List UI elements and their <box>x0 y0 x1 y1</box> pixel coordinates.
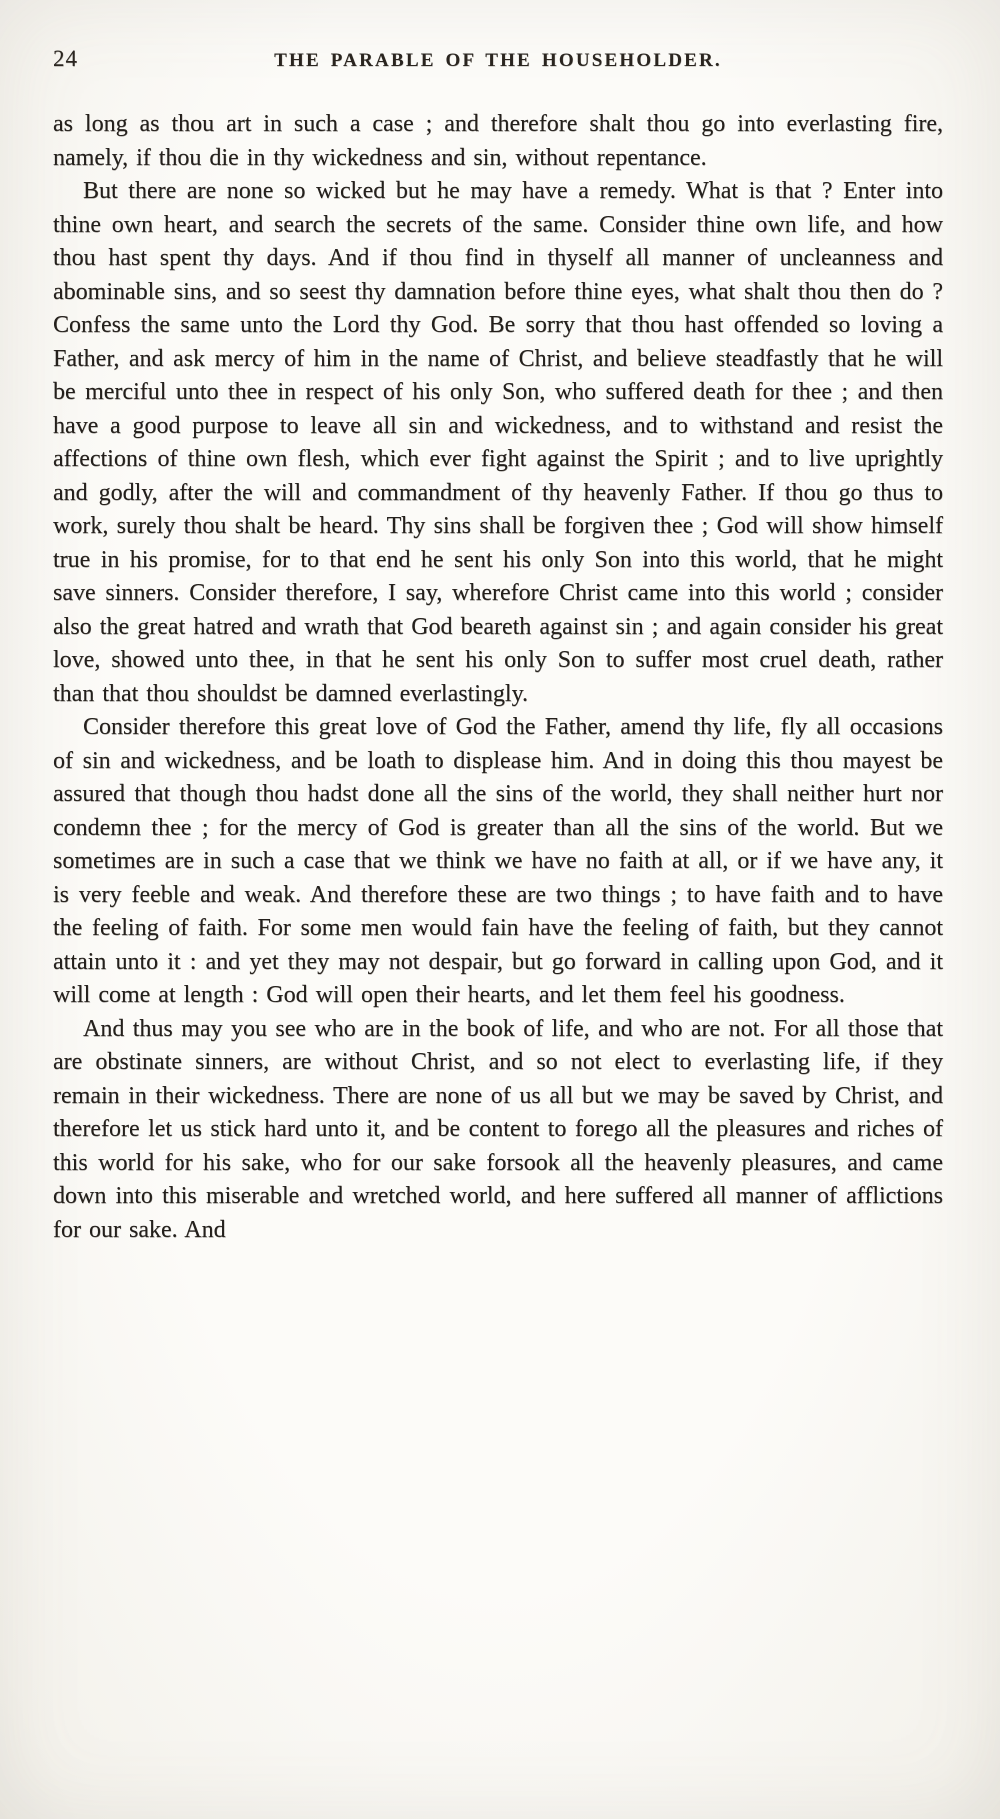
page-number: 24 <box>53 46 78 71</box>
running-head <box>53 46 943 72</box>
paragraph: Consider therefore this great love of God the Father, amend thy life, fly all occasions of sin and wickedness, and be loath to displease him. And in doing this thou mayest be assured that though thou hadst done all the sins of the world, they shall neither hurt nor condemn thee ; for the mercy of God is greater than all the sins of the world. But we sometimes are in such a case that we think we have no faith at all, or if we have any, it is very feeble and weak. And therefore these are two things ; to have faith and to have the feeling of faith. For some men would fain have the feeling of faith, but they cannot attain unto it : and yet they may not despair, but go forward in calling upon God, and it will come at length : God will open their hearts, and let them feel his goodness. <box>53 714 943 1008</box>
body-text <box>53 108 943 1247</box>
paragraph-continuation: as long as thou art in such a case ; and therefore shalt thou go into everlasting fire, namely, if thou die in thy wickedness and sin, without repentance. <box>53 111 943 171</box>
running-title: THE PARABLE OF THE HOUSEHOLDER. <box>274 50 722 71</box>
paragraph: And thus may you see who are in the book of life, and who are not. For all those that are obstinate sinners, are without Christ, and so not elect to everlasting life, if they remain in their wickedness. There are none of us all but we may be saved by Christ, and therefore let us stick hard unto it, and be content to forego all the pleasures and riches of this world for his sake, who for our sake forsook all the heavenly pleasures, and came down into this miserable and wretched world, and here suffered all manner of afflictions for our sake. And <box>53 1015 943 1243</box>
paragraph: But there are none so wicked but he may have a remedy. What is that ? Enter into thine own heart, and search the secrets of the same. Consider thine own life, and how thou hast spent thy days. And if thou find in thyself all manner of uncleanness and abominable sins, and so seest thy damnation before thine eyes, what shalt thou then do ? Confess the same unto the Lord thy God. Be sorry that thou hast offended so loving a Father, and ask mercy of him in the name of Christ, and believe steadfastly that he will be merciful unto thee in respect of his only Son, who suffered death for thee ; and then have a good purpose to leave all sin and wickedness, and to withstand and resist the affections of thine own flesh, which ever fight against the Spirit ; and to live uprightly and godly, after the will and commandment of thy heavenly Father. If thou go thus to work, surely thou shalt be heard. Thy sins shall be forgiven thee ; God will show himself true in his promise, for to that end he sent his only Son into this world, that he might save sinners. Consider therefore, I say, wherefore Christ came into this world ; consider also the great hatred and wrath that God beareth against sin ; and again consider his great love, showed unto thee, in that he sent his only Son to suffer most cruel death, rather than that thou shouldst be damned everlastingly. <box>53 178 943 707</box>
